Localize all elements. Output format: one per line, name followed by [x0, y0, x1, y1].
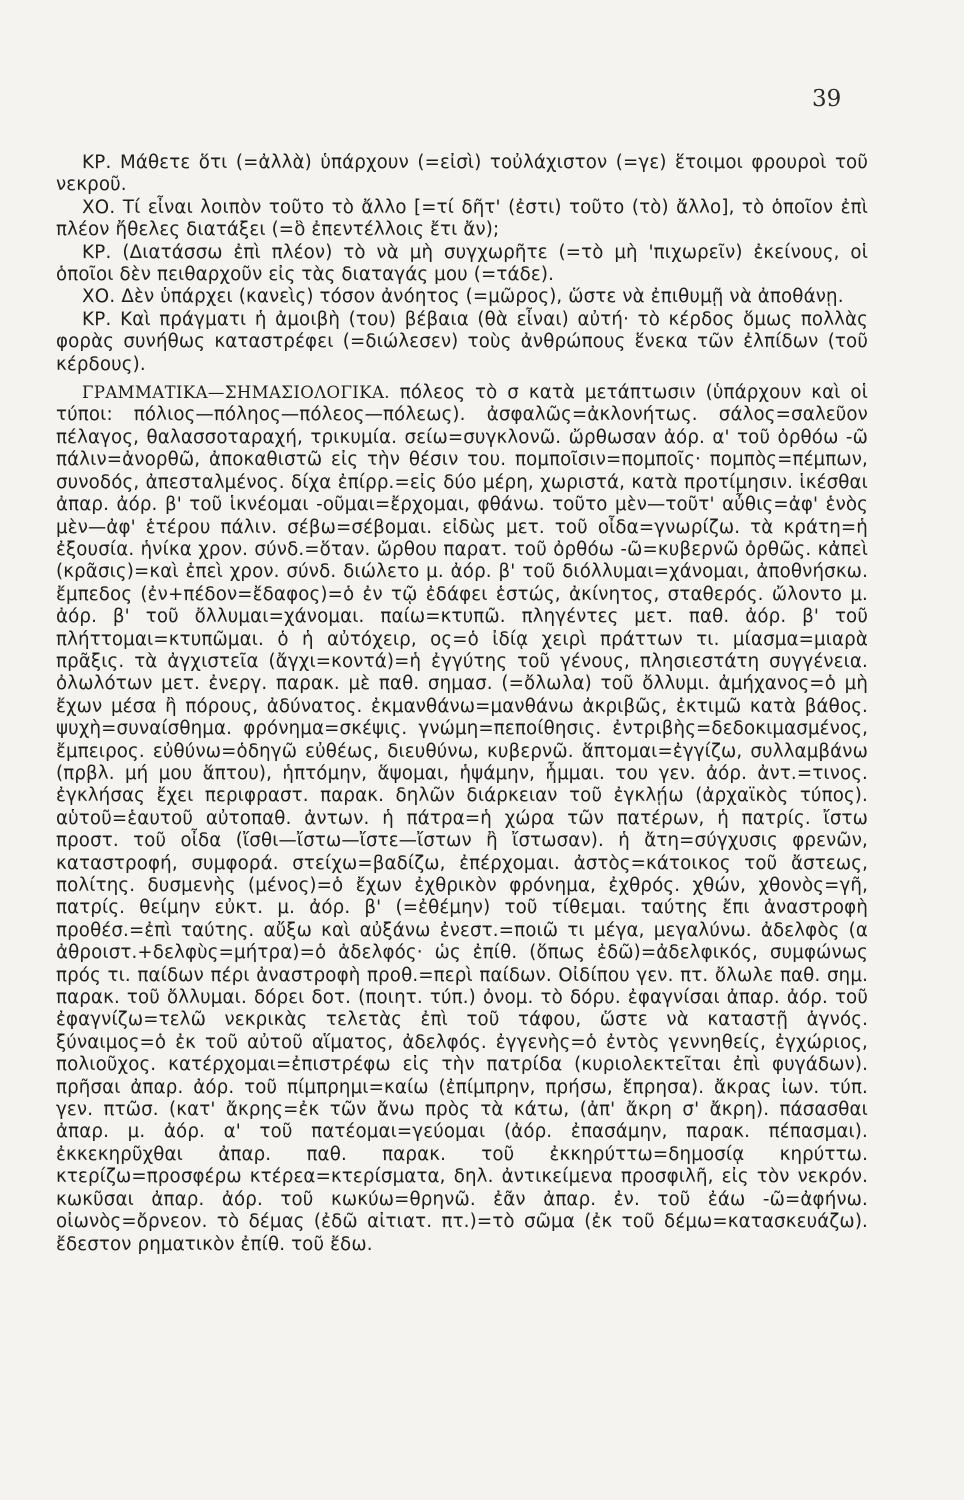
dialogue-text: Μάθετε ὅτι (=ἀλλὰ) ὑπάρχουν (=εἰσὶ) τοὐλάχιστον (=γε) ἕτοιμοι φρουροὶ τοῦ νεκροῦ.: [56, 152, 868, 196]
dialogue-text: Καὶ πράγματι ἡ ἀμοιβὴ (του) βέβαια (θὰ εἶναι) αὐτή· τὸ κέρδος ὅμως πολλὰς φορὰς συνήθως καταστρέφει (=διώλεσεν) τοὺς ἀνθρώπους ἕνεκα τῶν ἐλπίδων (τοῦ κέρδους).: [56, 308, 868, 375]
page-number: 39: [812, 86, 842, 112]
dialogue-line: [56, 286, 868, 308]
main-text: [56, 152, 868, 1256]
dialogue-text: (Διατάσσω ἐπὶ πλέον) τὸ νὰ μὴ συγχωρῆτε (=τὸ μὴ 'πιχωρεῖν) ἐκείνους, οἱ ὁποῖοι δὲν πειθαρχοῦν εἰς τὰς διαταγάς μου (=τάδε).: [56, 241, 868, 286]
speaker-label: ΧΟ.: [82, 286, 116, 308]
dialogue-text: Τί εἶναι λοιπὸν τοῦτο τὸ ἄλλο [=τί δῆτ' (ἐστι) τοῦτο (τὸ) ἄλλο], τὸ ὁποῖον ἐπὶ πλέον ἤθελες διατάξει (=ὃ ἐπεντέλλοις ἔτι ἄν);: [56, 196, 868, 241]
speaker-label: ΚΡ.: [82, 152, 112, 173]
grammar-text: πόλεος τὸ σ κατὰ μετάπτωσιν (ὑπάρχουν καὶ οἱ τύποι: πόλιος—πόληος—πόλεος—πόλεως). ἀσφαλῶς=ἀκλονήτως. σάλος=σαλεῦον πέλαγος, θαλασσοταραχή, τρικυμία. σείω=συγκλονῶ. ὤρθωσαν ἀόρ. α' τοῦ ὀρθόω -ῶ πάλιν=ἀνορθῶ, ἀποκαθιστῶ εἰς τὴν θέσιν του. πομποῖσιν=πομποῖς· πομπὸς=πέμπων, συνοδός, ἀπεσταλμένος. δίχα ἐπίρρ.=εἰς δύο μέρη, χωριστά, κατὰ προτίμησιν. ἱκέσθαι ἀπαρ. ἀόρ. β' τοῦ ἱκνέομαι -οῦμαι=ἔρχομαι, φθάνω. τοῦτο μὲν—τοῦτ' αὖθις=ἀφ' ἑνὸς μὲν—ἀφ' ἑτέρου πάλιν. σέβω=σέβομαι. εἰδὼς μετ. τοῦ οἶδα=γνωρίζω. τὰ κράτη=ἡ ἐξουσία. ἡνίκα χρον. σύνδ.=ὅταν. ὤρθου παρατ. τοῦ ὀρθόω -ῶ=κυβερνῶ ὀρθῶς. κἀπεὶ (κρᾶσις)=καὶ ἐπεὶ χρον. σύνδ. διώλετο μ. ἀόρ. β' τοῦ διόλλυμαι=χάνομαι, ἀποθνήσκω. ἔμπεδος (ἐν+πέδον=ἔδαφος)=ὁ ἐν τῷ ἐδάφει ἑστώς, ἀκίνητος, σταθερός. ὤλοντο μ. ἀόρ. β' τοῦ ὄλλυμαι=χάνομαι. παίω=κτυπῶ. πληγέντες μετ. παθ. ἀόρ. β' τοῦ πλήττομαι=κτυπῶμαι. ὁ ἡ αὐτόχειρ, ος=ὁ ἰδίᾳ χειρὶ πράττων τι. μίασμα=μιαρὰ πρᾶξις. τὰ ἀγχιστεῖα (ἄγχι=κοντά)=ἡ ἐγγύτης τοῦ γένους, πλησιεστάτη συγγένεια. ὀλωλότων μετ. ἐνεργ. παρακ. μὲ παθ. σημασ. (=ὄλωλα) τοῦ ὄλλυμι. ἀμήχανος=ὁ μὴ ἔχων μέσα ἢ πόρους, ἀδύνατος. ἐκμανθάνω=μανθάνω ἀκριβῶς, ἐκτιμῶ κατὰ βάθος. ψυχὴ=συναίσθημα. φρόνημα=σκέψις. γνώμη=πεποίθησις. ἐντριβὴς=δεδοκιμασμένος, ἔμπειρος. εὐθύνω=ὁδηγῶ εὐθέως, διευθύνω, κυβερνῶ. ἅπτομαι=ἐγγίζω, συλλαμβάνω (πρβλ. μή μου ἅπτου), ἡπτόμην, ἅψομαι, ἡψάμην, ἧμμαι. του γεν. ἀόρ. ἀντ.=τινος. ἐγκλήσας ἔχει περιφραστ. παρακ. δηλῶν διάρκειαν τοῦ ἐγκλῄω (ἀρχαϊκὸς τύπος). αὑτοῦ=ἑαυτοῦ αὐτοπαθ. ἀντων. ἡ πάτρα=ἡ χώρα τῶν πατέρων, ἡ πατρίς. ἴστω προστ. τοῦ οἶδα (ἴσθι—ἴστω—ἴστε—ἴστων ἢ ἴστωσαν). ἡ ἄτη=σύγχυσις φρενῶν, καταστροφή, συμφορά. στείχω=βαδίζω, ἐπέρχομαι. ἀστὸς=κάτοικος τοῦ ἄστεως, πολίτης. δυσμενὴς (μένος)=ὁ ἔχων ἐχθρικὸν φρόνημα, ἐχθρός. χθών, χθονὸς=γῆ, πατρίς. θείμην εὐκτ. μ. ἀόρ. β' (=ἐθέμην) τοῦ τίθεμαι. ταύτης ἔπι ἀναστροφὴ προθέσ.=ἐπὶ ταύτης. αὔξω καὶ αὐξάνω ἐνεστ.=ποιῶ τι μέγα, μεγαλύνω. ἀδελφὸς (α ἀθροιστ.+δελφὺς=μήτρα)=ὁ ἀδελφός· ὡς ἐπίθ. (ὅπως ἐδῶ)=ἀδελφικός, συμφώνως πρός τι. παίδων πέρι ἀναστροφὴ προθ.=περὶ παίδων. Οἰδίπου γεν. πτ. ὄλωλε παθ. σημ. παρακ. τοῦ ὄλλυμαι. δόρει δοτ. (ποιητ. τύπ.) ὀνομ. τὸ δόρυ. ἐφαγνίσαι ἀπαρ. ἀόρ. τοῦ ἐφαγνίζω=τελῶ νεκρικὰς τελετὰς ἐπὶ τοῦ τάφου, ὥστε νὰ καταστῇ ἁγνός. ξύναιμος=ὁ ἐκ τοῦ αὐτοῦ αἵματος, ἀδελφός. ἐγγενὴς=ὁ ἐντὸς γεννηθείς, ἐγχώριος, πολιοῦχος. κατέρχομαι=ἐπιστρέφω εἰς τὴν πατρίδα (κυριολεκτεῖται ἐπὶ φυγάδων). πρῆσαι ἀπαρ. ἀόρ. τοῦ πίμπρημι=καίω (ἐπίμπρην, πρήσω, ἔπρησα). ἄκρας ἰων. τύπ. γεν. πτῶσ. (κατ' ἄκρης=ἐκ τῶν ἄνω πρὸς τὰ κάτω, (ἀπ' ἄκρη σ' ἄκρη). πάσασθαι ἀπαρ. μ. ἀόρ. α' τοῦ πατέομαι=γεύομαι (ἀόρ. ἐπασάμην, παρακ. πέπασμαι). ἐκκεκηρῦχθαι ἀπαρ. παθ. παρακ. τοῦ ἐκκηρύττω=δημοσίᾳ κηρύττω. κτερίζω=προσφέρω κτέρεα=κτερίσματα, δηλ. ἀντικείμενα προσφιλῆ, εἰς τὸν νεκρόν. κωκῦσαι ἀπαρ. ἀόρ. τοῦ κωκύω=θρηνῶ. ἐᾶν ἀπαρ. ἐν. τοῦ ἐάω -ῶ=ἀφήνω. οἰωνὸς=ὄρνεον. τὸ δέμας (ἐδῶ αἰτιατ. πτ.)=τὸ σῶμα (ἐκ τοῦ δέμω=κατασκευάζω). ἔδεστον ρηματικὸν ἐπίθ. τοῦ ἔδω.: [56, 382, 868, 1255]
dialogue-line: [56, 309, 868, 376]
speaker-label: ΧΟ.: [82, 196, 116, 218]
grammar-heading: ΓΡΑΜΜΑΤΙΚΑ—ΣΗΜΑΣΙΟΛΟΓΙΚΑ.: [82, 383, 390, 403]
dialogue-text: Δὲν ὑπάρχει (κανεὶς) τόσον ἀνόητος (=μῶρος), ὥστε νὰ ἐπιθυμῇ νὰ ἀποθάνῃ.: [121, 286, 844, 308]
dialogue-line: [56, 197, 868, 242]
dialogue-line: [56, 242, 868, 287]
grammar-notes: [56, 382, 868, 1256]
speaker-label: ΚΡ.: [82, 308, 112, 330]
speaker-label: ΚΡ.: [82, 241, 112, 263]
dialogue-line: [56, 152, 868, 197]
